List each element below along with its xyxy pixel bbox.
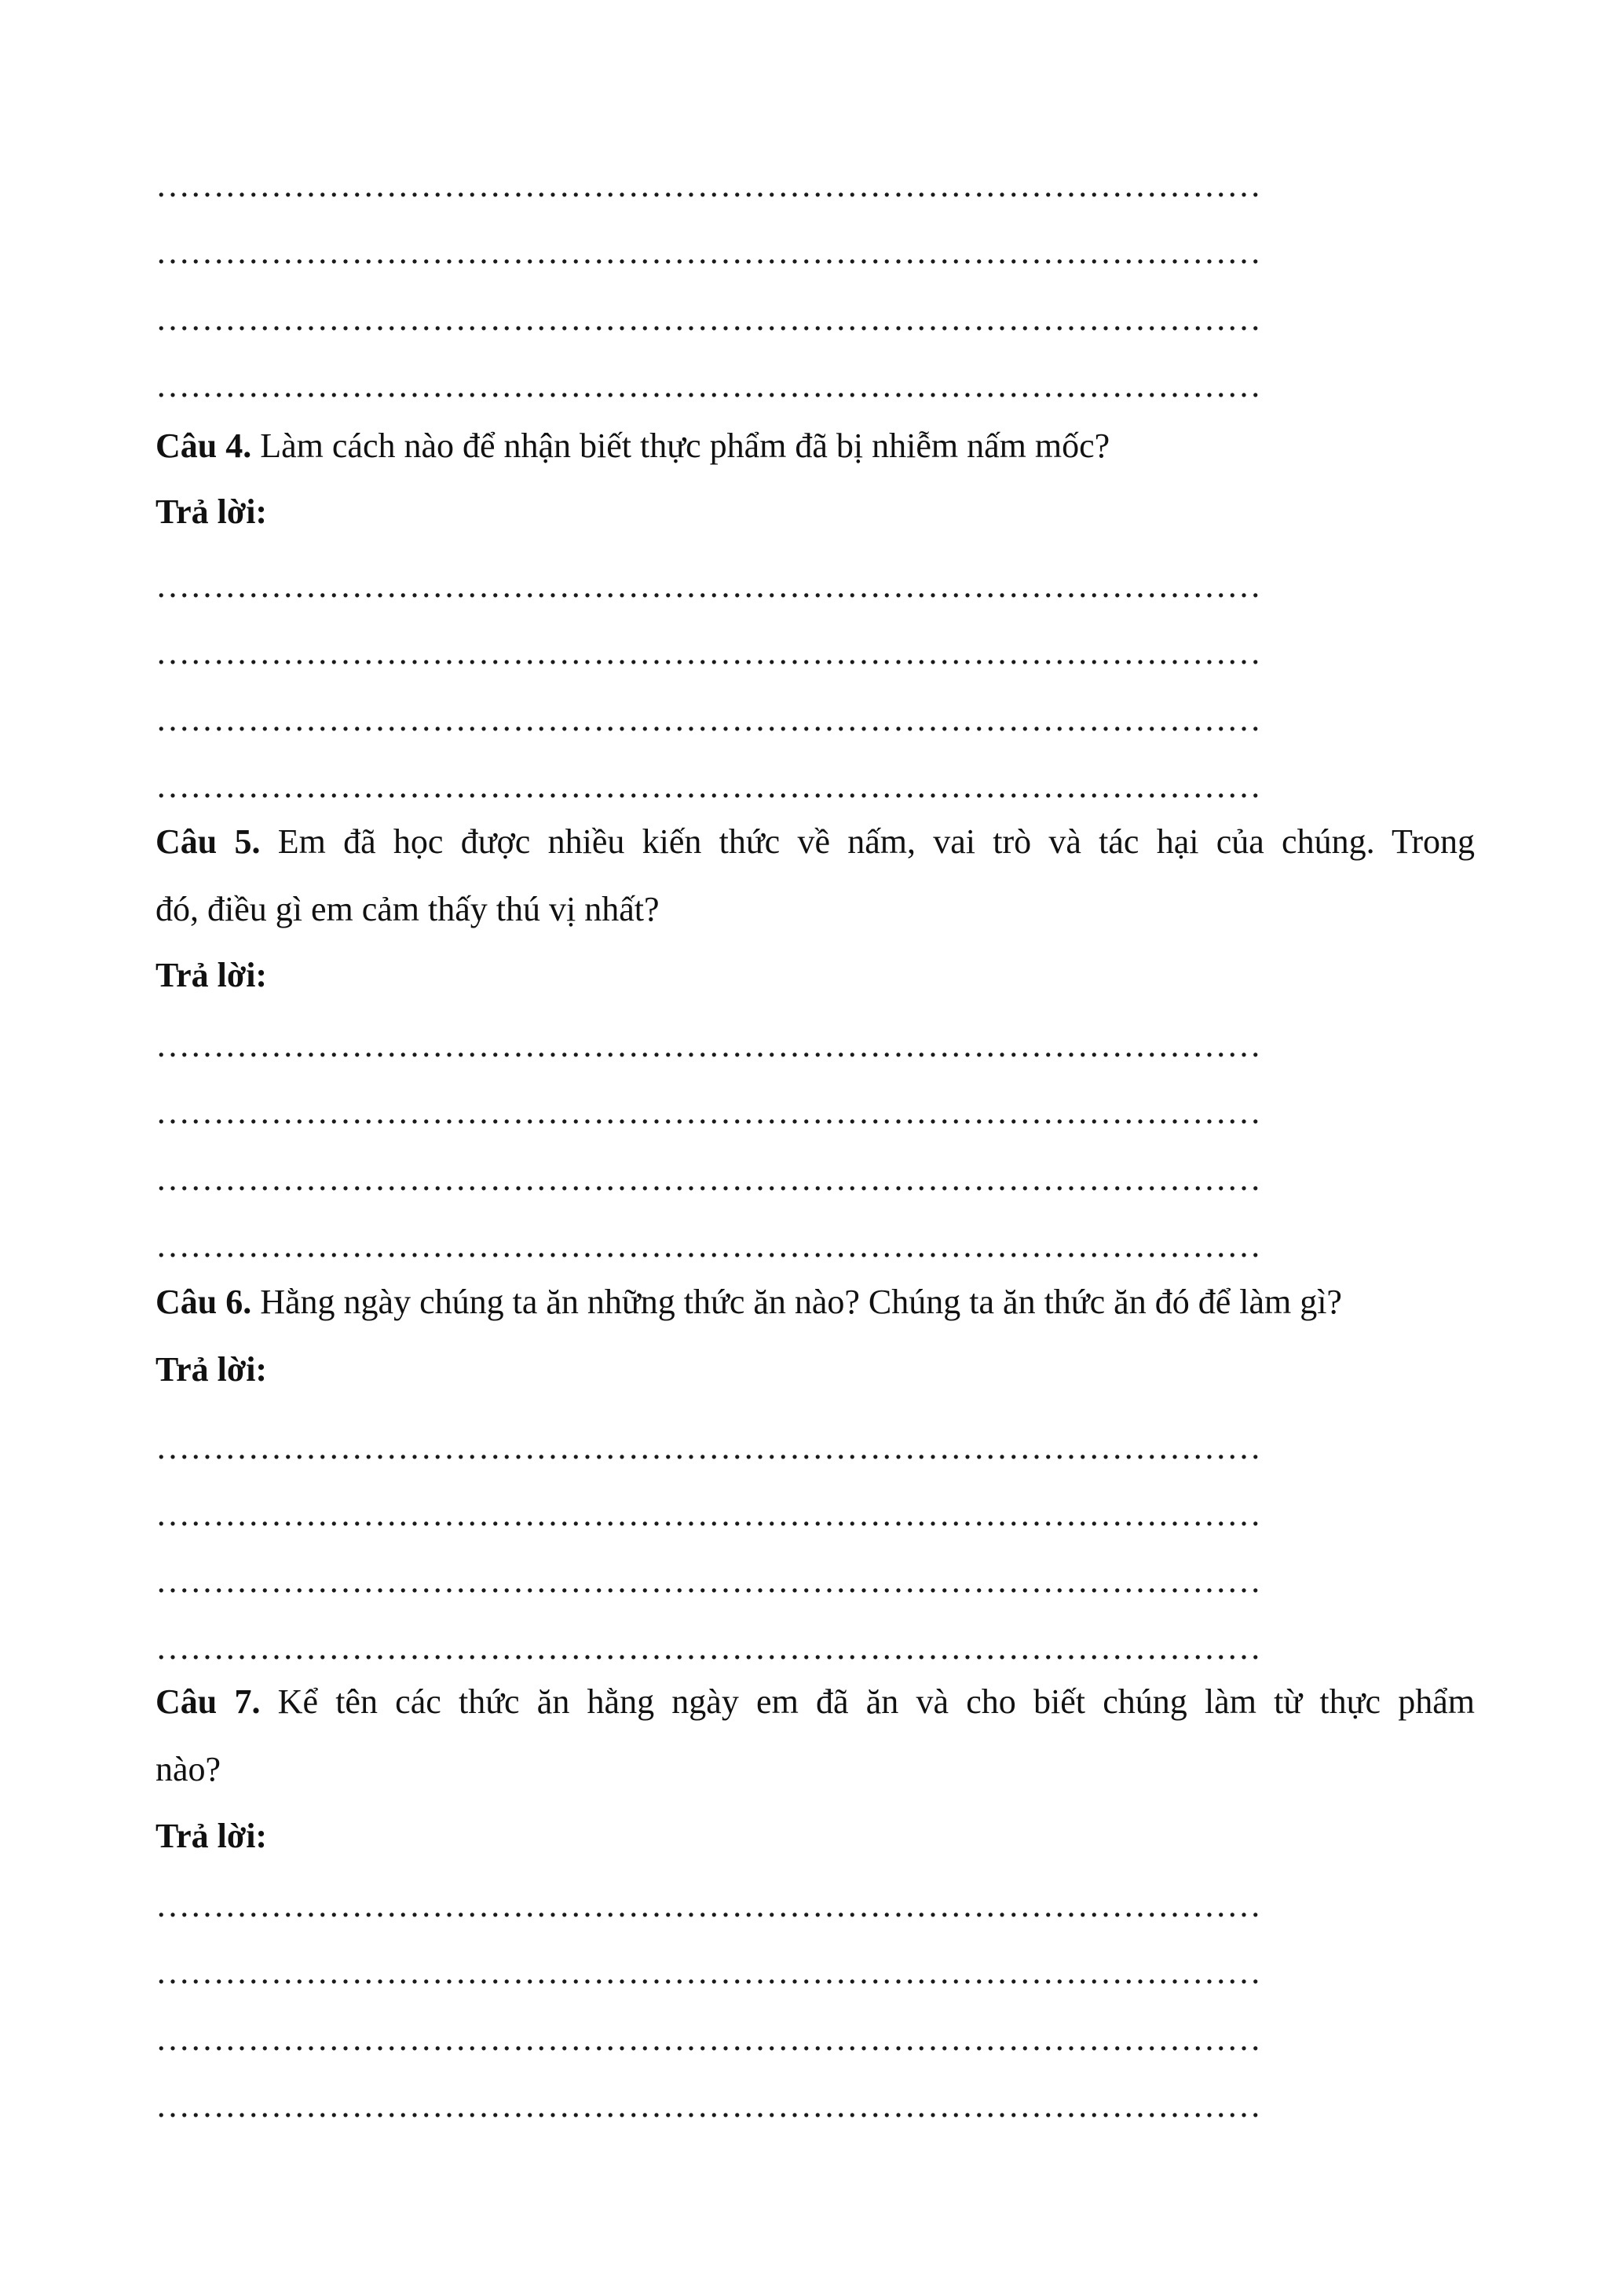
question-5: [155, 820, 1475, 864]
answer-line[interactable]: ……………………………………………………………………………………: [155, 1495, 1261, 1533]
answer-line[interactable]: ……………………………………………………………………………………: [155, 299, 1261, 338]
question-7-continuation: nào?: [155, 1750, 221, 1788]
answer-line[interactable]: ……………………………………………………………………………………: [155, 1628, 1261, 1667]
answer-line[interactable]: ……………………………………………………………………………………: [155, 1561, 1261, 1600]
answer-label: Trả lời:: [155, 1817, 268, 1855]
question-5-continuation: đó, điều gì em cảm thấy thú vị nhất?: [155, 890, 660, 928]
answer-label: Trả lời:: [155, 492, 268, 531]
answer-line[interactable]: ……………………………………………………………………………………: [155, 2086, 1261, 2125]
question-6: [155, 1280, 1475, 1324]
answer-label: Trả lời:: [155, 956, 268, 994]
answer-line[interactable]: ……………………………………………………………………………………: [155, 366, 1261, 404]
question-7: [155, 1680, 1475, 1724]
question-text: Hằng ngày chúng ta ăn những thức ăn nào? Chúng ta ăn thức ăn đó để làm gì?: [251, 1283, 1342, 1321]
answer-line[interactable]: ……………………………………………………………………………………: [155, 700, 1261, 738]
question-label: Câu 7.: [155, 1682, 261, 1721]
answer-line[interactable]: ……………………………………………………………………………………: [155, 232, 1261, 271]
answer-line[interactable]: ……………………………………………………………………………………: [155, 1886, 1261, 1924]
question-label: Câu 4.: [155, 426, 252, 465]
question-text: Em đã học được nhiều kiến thức về nấm, vai trò và tác hại của chúng. Trong: [260, 822, 1475, 861]
answer-line[interactable]: ……………………………………………………………………………………: [155, 1093, 1261, 1131]
answer-label: Trả lời:: [155, 1350, 268, 1389]
answer-line[interactable]: ……………………………………………………………………………………: [155, 1226, 1261, 1265]
answer-line[interactable]: ……………………………………………………………………………………: [155, 767, 1261, 805]
question-text: Kể tên các thức ăn hằng ngày em đã ăn và cho biết chúng làm từ thực phẩm: [260, 1682, 1475, 1721]
answer-line[interactable]: ……………………………………………………………………………………: [155, 1428, 1261, 1466]
question-label: Câu 5.: [155, 822, 261, 861]
answer-line[interactable]: ……………………………………………………………………………………: [155, 166, 1261, 204]
answer-line[interactable]: ……………………………………………………………………………………: [155, 1026, 1261, 1064]
answer-line[interactable]: ……………………………………………………………………………………: [155, 566, 1261, 605]
answer-line[interactable]: ……………………………………………………………………………………: [155, 1159, 1261, 1198]
question-label: Câu 6.: [155, 1283, 252, 1321]
answer-line[interactable]: ……………………………………………………………………………………: [155, 2019, 1261, 2058]
question-text: Làm cách nào để nhận biết thực phẩm đã bị nhiễm nấm mốc?: [251, 426, 1110, 465]
answer-line[interactable]: ……………………………………………………………………………………: [155, 633, 1261, 672]
question-4: [155, 424, 1475, 468]
answer-line[interactable]: ……………………………………………………………………………………: [155, 1953, 1261, 1991]
